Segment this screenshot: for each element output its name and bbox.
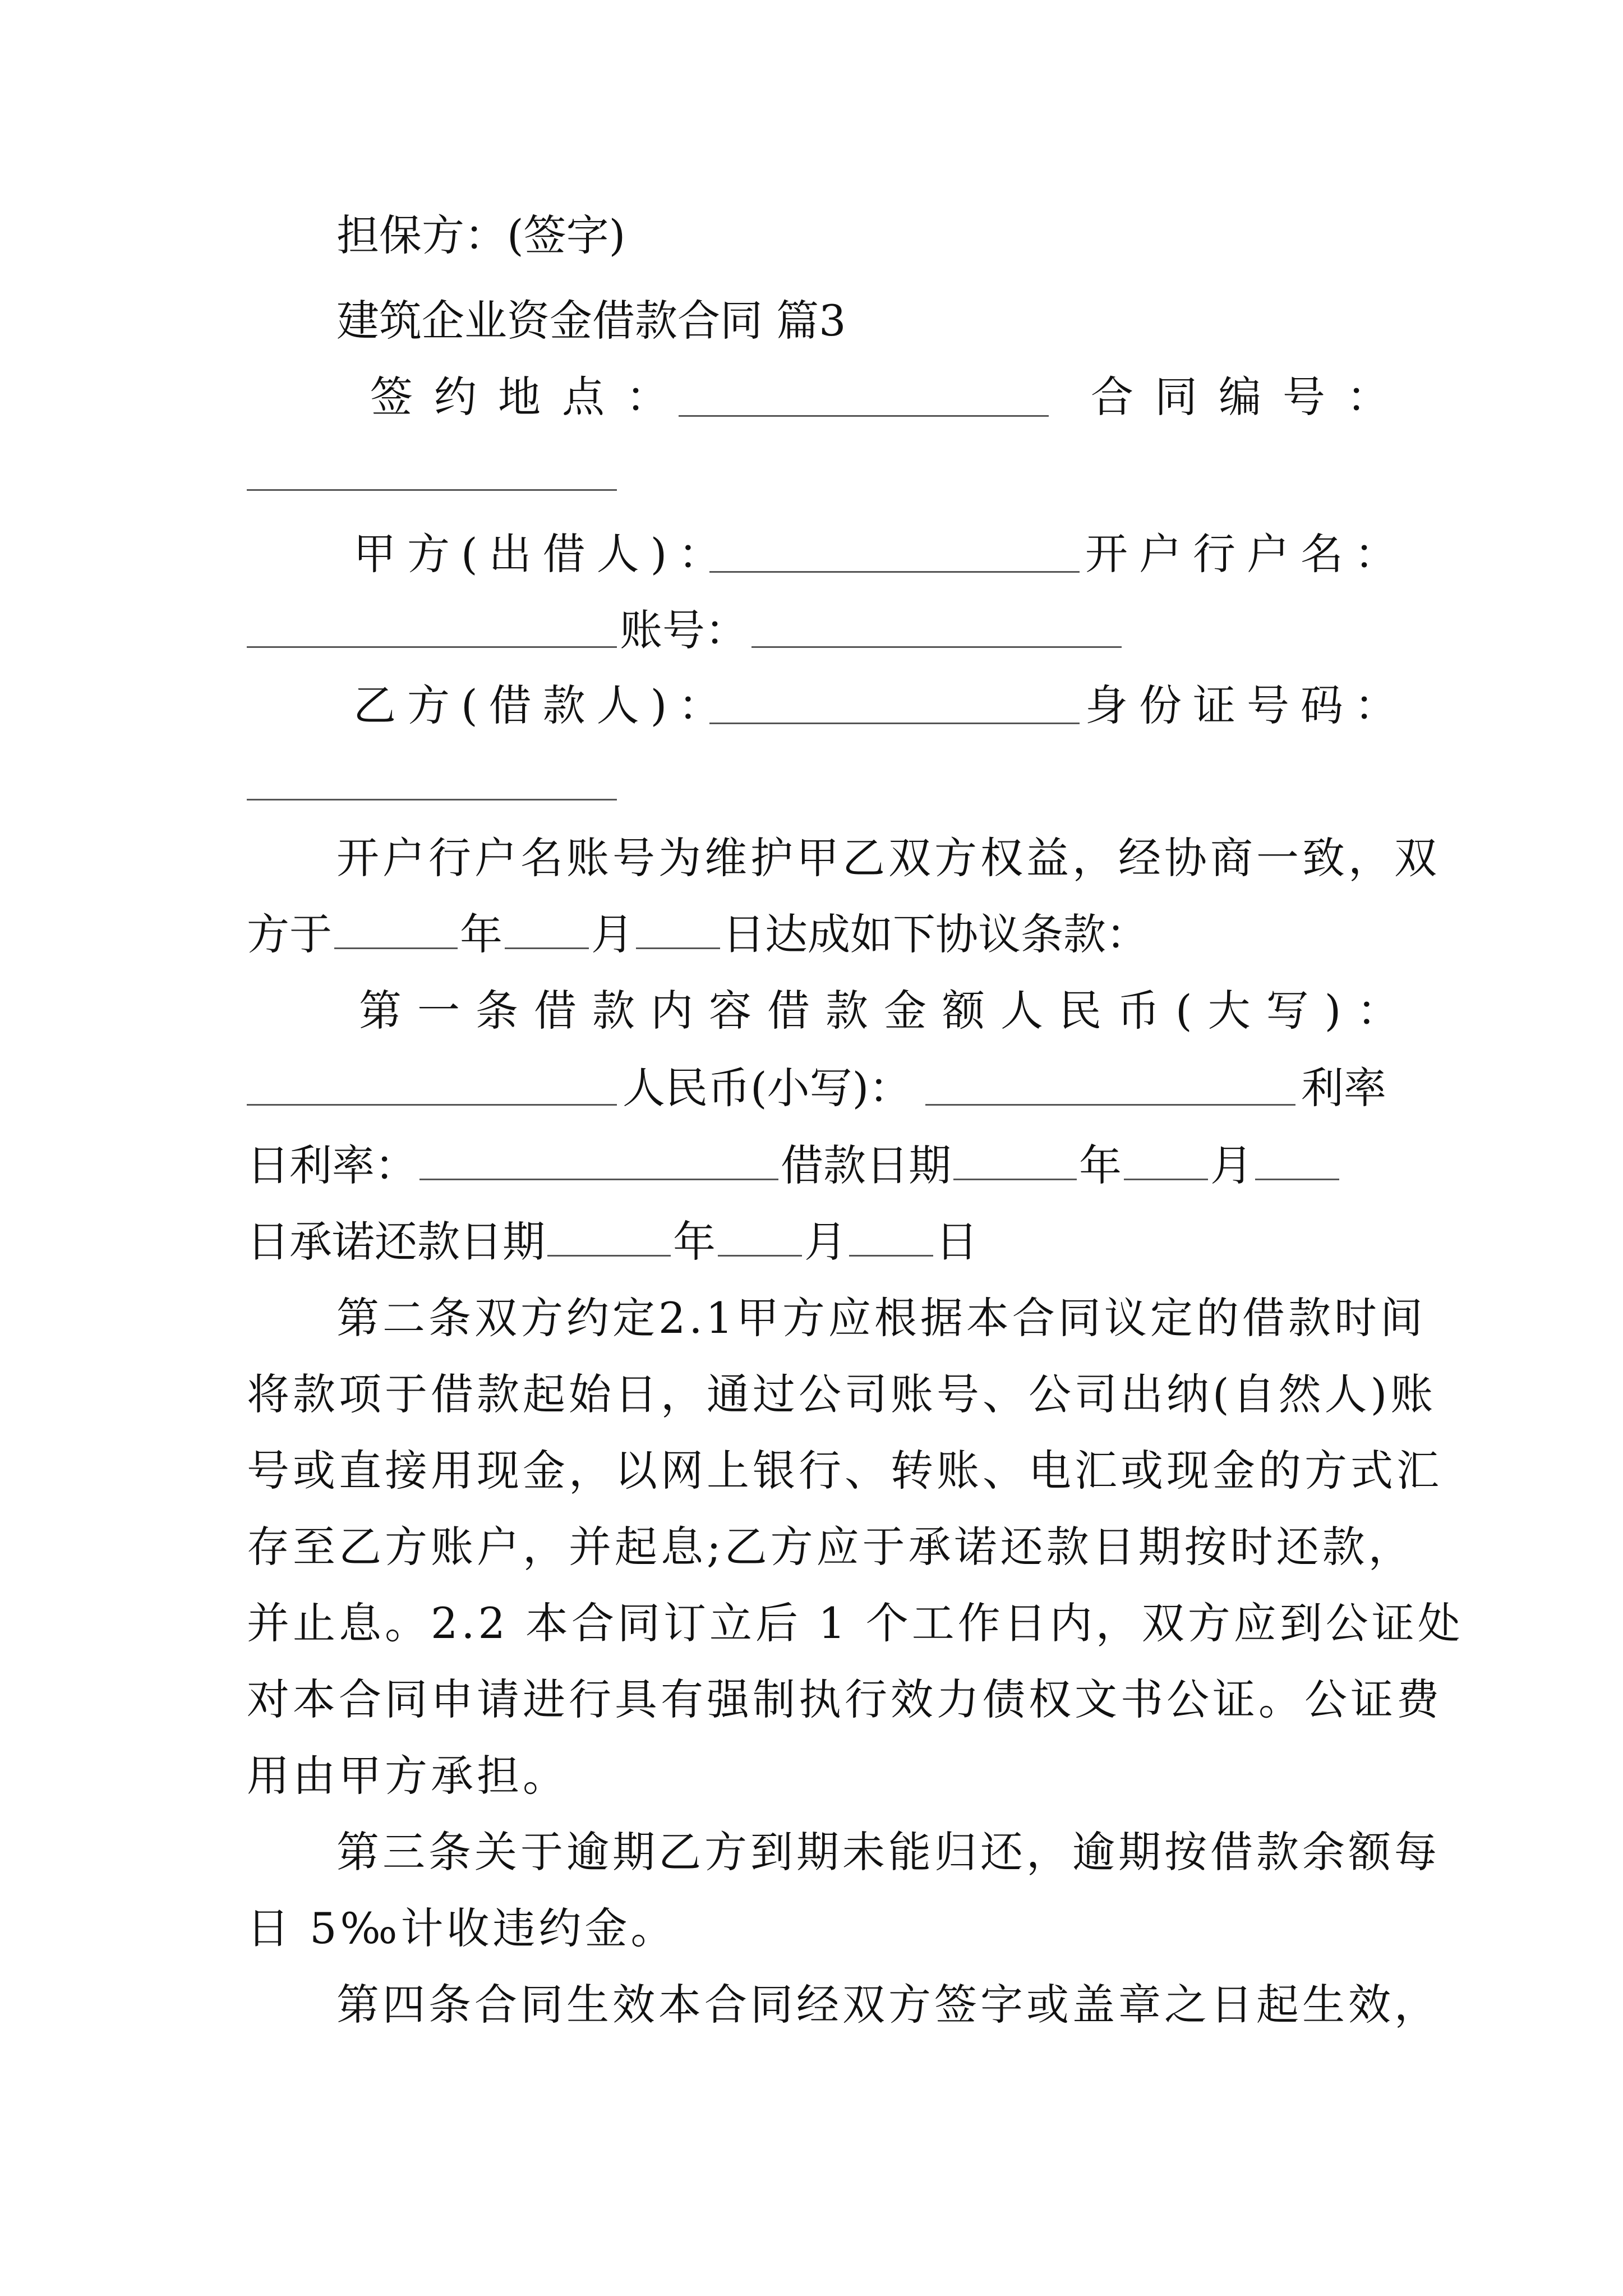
party-a-label: 甲方(出借人)： bbox=[353, 529, 732, 579]
guarantor-sign-line: 担保方：(签字) bbox=[336, 210, 626, 260]
repay-month: 月 bbox=[804, 1217, 847, 1267]
loan-date-label: 借款日期 bbox=[781, 1140, 951, 1190]
id-no-label: 身份证号码： bbox=[1085, 680, 1408, 730]
article-1-line-1: 第一条借款内容借款金额人民币(大写)： bbox=[359, 986, 1415, 1036]
rmb-upper-blank bbox=[247, 1104, 617, 1106]
contract-no-blank bbox=[247, 489, 617, 491]
article-2-line-5: 并止息。2.2 本合同订立后 1 个工作日内，双方应到公证处 bbox=[247, 1598, 1464, 1648]
daily-rate-blank bbox=[419, 1144, 778, 1180]
intro-month: 月 bbox=[591, 909, 634, 959]
party-a-blank bbox=[709, 571, 1080, 573]
id-no-blank bbox=[247, 799, 617, 800]
rate-label: 利率 bbox=[1301, 1063, 1386, 1113]
rmb-small-label: 人民币(小写)： bbox=[623, 1063, 912, 1113]
repay-month-blank bbox=[718, 1220, 802, 1257]
loan-year: 年 bbox=[1079, 1140, 1122, 1190]
party-b-blank bbox=[709, 723, 1080, 724]
contract-no-label: 合同编号： bbox=[1091, 372, 1410, 422]
section-title: 建筑企业资金借款合同 篇3 bbox=[336, 296, 846, 346]
rmb-small-blank bbox=[925, 1104, 1295, 1106]
article-4-line-1: 第四条合同生效本合同经双方签字或盖章之日起生效， bbox=[336, 1980, 1440, 2030]
intro-line-2 bbox=[247, 908, 1149, 961]
repay-year-blank bbox=[547, 1220, 671, 1257]
repay-day-blank bbox=[849, 1220, 933, 1257]
intro-year: 年 bbox=[460, 909, 502, 959]
article-2-line-1: 第二条双方约定2.1甲方应根据本合同议定的借款时间 bbox=[336, 1293, 1426, 1343]
account-name-label: 开户行户名： bbox=[1085, 529, 1408, 579]
loan-year-blank bbox=[953, 1144, 1077, 1180]
repay-date-label: 承诺还款日期 bbox=[289, 1217, 545, 1267]
article-2-line-4: 存至乙方账户，并起息;乙方应于承诺还款日期按时还款， bbox=[247, 1522, 1414, 1572]
party-b-label: 乙方(借款人)： bbox=[353, 680, 732, 730]
sign-place-blank bbox=[679, 415, 1049, 417]
article-3-line-2: 日 5‰计收违约金。 bbox=[247, 1903, 677, 1953]
intro-day-blank bbox=[636, 913, 720, 949]
daily-rate-label: 日利率： bbox=[247, 1140, 417, 1190]
repay-year: 年 bbox=[673, 1217, 716, 1267]
account-name-blank bbox=[247, 646, 617, 648]
article-2-line-2: 将款项于借款起始日，通过公司账号、公司出纳(自然人)账 bbox=[247, 1369, 1437, 1419]
account-no-blank bbox=[751, 646, 1122, 648]
sign-place-label: 签约地点： bbox=[370, 372, 690, 422]
intro-year-blank bbox=[334, 913, 458, 949]
intro-prefix: 方于 bbox=[247, 909, 332, 959]
loan-month-blank bbox=[1124, 1144, 1208, 1180]
repay-day: 日 bbox=[935, 1217, 978, 1267]
article-2-line-6: 对本合同申请进行具有强制执行效力债权文书公证。公证费 bbox=[247, 1674, 1442, 1724]
loan-day: 日 bbox=[247, 1217, 289, 1267]
intro-month-blank bbox=[505, 913, 589, 949]
loan-month: 月 bbox=[1210, 1140, 1253, 1190]
intro-line-1: 开户行户名账号为维护甲乙双方权益，经协商一致，双 bbox=[336, 833, 1440, 883]
loan-day-blank bbox=[1255, 1144, 1339, 1180]
article-3-line-1: 第三条关于逾期乙方到期未能归还，逾期按借款余额每 bbox=[336, 1827, 1440, 1877]
article-2-line-7: 用由甲方承担。 bbox=[247, 1751, 569, 1801]
article-1-line-4 bbox=[247, 1215, 978, 1269]
article-1-line-3 bbox=[247, 1139, 1341, 1193]
intro-day-text: 日达成如下协议条款： bbox=[722, 909, 1149, 959]
article-2-line-3: 号或直接用现金，以网上银行、转账、电汇或现金的方式汇 bbox=[247, 1446, 1442, 1496]
account-no-label: 账号： bbox=[620, 605, 748, 655]
